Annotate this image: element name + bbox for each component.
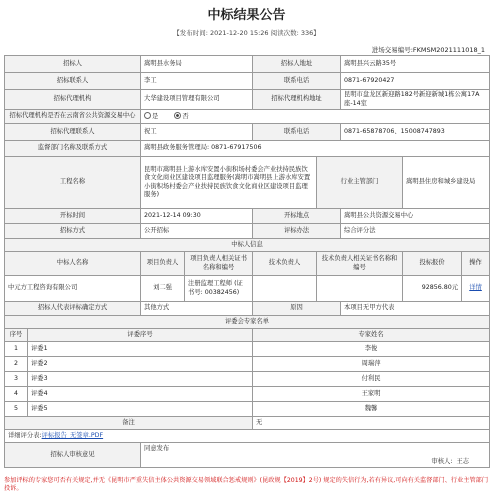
- winner-header-pm: 项目负责人: [141, 252, 185, 276]
- committee-row: [5, 372, 490, 387]
- radio-yes-label: 是: [152, 112, 159, 120]
- committee-member: 评委3: [28, 372, 253, 387]
- reason-value: 本项目无甲方代表: [341, 302, 490, 316]
- row-agency: [5, 90, 490, 110]
- committee-row: [5, 402, 490, 417]
- disclaimer-notice: 参加评标的专家您可否有关规定,并无《昆明市严重失信主体公共资源交易领域联合惩戒规则》(昆政规【2019】2号) 规定的失信行为,若有异议,可向有关监督部门、行业主管部门投诉。: [4, 477, 489, 493]
- committee-no: 4: [5, 387, 28, 402]
- industry-dept-label: 行业主管部门: [317, 157, 403, 209]
- winner-tech-cert: [317, 276, 403, 302]
- signer-label: 审核人:: [431, 457, 453, 465]
- electronic-label: 招标代理机构是否在云南省公共资源交易中心: [5, 110, 141, 124]
- eval-method-value: 综合评分法: [341, 224, 490, 239]
- agency-label: 招标代理机构: [5, 90, 141, 110]
- method-value: 公开招标: [141, 224, 253, 239]
- committee-header-no: 序号: [5, 329, 28, 342]
- committee-row: [5, 357, 490, 372]
- electronic-options: [141, 110, 490, 124]
- report-cell: [5, 430, 490, 443]
- agency-address-value: 昆明市盘龙区新迎路182号新迎新城1栋公寓17A座-14室: [341, 90, 490, 110]
- tenderer-label: 招标人: [5, 56, 141, 73]
- winner-detail-link[interactable]: 详情: [469, 284, 482, 292]
- committee-section-title: 评委会专家名单: [5, 316, 490, 329]
- remark-label: 备注: [5, 417, 253, 430]
- row-open: [5, 209, 490, 224]
- tenderer-value: 嵩明县水务局: [141, 56, 253, 73]
- supervision-value: 嵩明县政务服务管理局: 0871-67917506: [141, 141, 490, 157]
- open-time-value: 2021-12-14 09:30: [141, 209, 253, 224]
- row-tenderer: [5, 56, 490, 73]
- open-time-label: 开标时间: [5, 209, 141, 224]
- row-agency-contact: [5, 124, 490, 141]
- winner-row: [5, 276, 490, 302]
- row-method: [5, 224, 490, 239]
- winner-header-action: 操作: [462, 252, 490, 276]
- tenderer-phone-value: 0871-67920427: [341, 73, 490, 90]
- winner-header-tech-cert: 技术负责人相关证书名称和编号: [317, 252, 403, 276]
- report-label: 详细评分表:: [8, 431, 42, 439]
- radio-no[interactable]: [174, 112, 181, 119]
- winner-name: 中元方工程咨询有限公司: [5, 276, 141, 302]
- winner-section-row: [5, 239, 490, 252]
- signer-name: 王志: [456, 457, 470, 465]
- eval-method-label: 评标办法: [253, 224, 341, 239]
- award-form: [4, 55, 490, 468]
- tenderer-phone-label: 联系电话: [253, 73, 341, 90]
- winner-header-tech: 技术负责人: [253, 252, 317, 276]
- trade-number: 进场交易编号:FKMSM2021111018_1: [371, 46, 485, 54]
- agency-contact-label: 招标代理联系人: [5, 124, 141, 141]
- committee-no: 3: [5, 372, 28, 387]
- committee-no: 2: [5, 357, 28, 372]
- method-label: 招标方式: [5, 224, 141, 239]
- row-tenderer-contact: [5, 73, 490, 90]
- open-place-value: 嵩明县公共资源交易中心: [341, 209, 490, 224]
- committee-member: 评委5: [28, 402, 253, 417]
- tenderer-address-value: 嵩明县兴云路35号: [341, 56, 490, 73]
- committee-header-name: 专家姓名: [253, 329, 490, 342]
- remark-row: [5, 417, 490, 430]
- winner-tech: [253, 276, 317, 302]
- committee-expert: 付利民: [253, 372, 490, 387]
- page-title: 中标结果公告: [207, 8, 286, 23]
- opinion-label: 招标人审核意见: [5, 443, 141, 468]
- committee-row: [5, 387, 490, 402]
- radio-yes[interactable]: [144, 112, 151, 119]
- rep-method-value: 其他方式: [141, 302, 253, 316]
- project-value: 昆明市嵩明县上游水库安置小街积场村委会产业扶持民族饮食文化商业区建设项目监理服务(嵩明市嵩明县上游水库安置小街积场村委会产业扶持民族饮食文化商业区建设项目监理服务): [141, 157, 317, 209]
- supervision-label: 监督部门名称及联系方式: [5, 141, 141, 157]
- tenderer-contact-value: 李工: [141, 73, 253, 90]
- report-pdf-link[interactable]: 评标报告_无签章.PDF: [41, 431, 104, 439]
- report-row: [5, 430, 490, 443]
- winner-price: 92856.80元: [403, 276, 462, 302]
- industry-dept-value: 嵩明县住房和城乡建设局: [403, 157, 490, 209]
- opinion-value: 同意发布: [144, 445, 170, 452]
- tenderer-address-label: 招标人地址: [253, 56, 341, 73]
- committee-no: 5: [5, 402, 28, 417]
- remark-value: 无: [253, 417, 490, 430]
- agency-value: 大华建设项目管理有限公司: [141, 90, 253, 110]
- tenderer-contact-label: 招标联系人: [5, 73, 141, 90]
- project-label: 工程名称: [5, 157, 141, 209]
- committee-row: [5, 342, 490, 357]
- winner-pm: 刘二强: [141, 276, 185, 302]
- agency-phone-value: 0871-65878706、15008747893: [341, 124, 490, 141]
- agency-phone-label: 联系电话: [253, 124, 341, 141]
- row-electronic: [5, 110, 490, 124]
- winner-section-title: 中标人信息: [5, 239, 490, 252]
- row-supervision: [5, 141, 490, 157]
- committee-expert: 王家明: [253, 387, 490, 402]
- signer: [431, 458, 469, 467]
- winner-header-name: 中标人名称: [5, 252, 141, 276]
- winner-header-pm-cert: 项目负责人相关证书名称和编号: [185, 252, 253, 276]
- committee-expert: 李俊: [253, 342, 490, 357]
- publish-meta: 【发布时间: 2021-12-20 15:26 阅读次数: 336】: [173, 29, 320, 37]
- opinion-row: [5, 443, 490, 468]
- winner-header-row: [5, 252, 490, 276]
- committee-expert: 魏馨: [253, 402, 490, 417]
- winner-header-price: 投标报价: [403, 252, 462, 276]
- row-project: [5, 157, 490, 209]
- committee-member: 评委1: [28, 342, 253, 357]
- open-place-label: 开标地点: [253, 209, 341, 224]
- committee-member: 评委4: [28, 387, 253, 402]
- committee-section-row: [5, 316, 490, 329]
- committee-no: 1: [5, 342, 28, 357]
- agency-contact-value: 祝工: [141, 124, 253, 141]
- committee-expert: 周瑞萍: [253, 357, 490, 372]
- committee-header-row: [5, 329, 490, 342]
- winner-action: [462, 276, 490, 302]
- radio-no-label: 否: [182, 112, 189, 120]
- row-other: [5, 302, 490, 316]
- rep-method-label: 招标人代表评标确定方式: [5, 302, 141, 316]
- committee-member: 评委2: [28, 357, 253, 372]
- committee-header-member: 评委序号: [28, 329, 253, 342]
- winner-pm-cert: 注册监理工程师 (证书号: 00382456): [185, 276, 253, 302]
- opinion-cell: [141, 443, 490, 468]
- reason-label: 原因: [253, 302, 341, 316]
- agency-address-label: 招标代理机构地址: [253, 90, 341, 110]
